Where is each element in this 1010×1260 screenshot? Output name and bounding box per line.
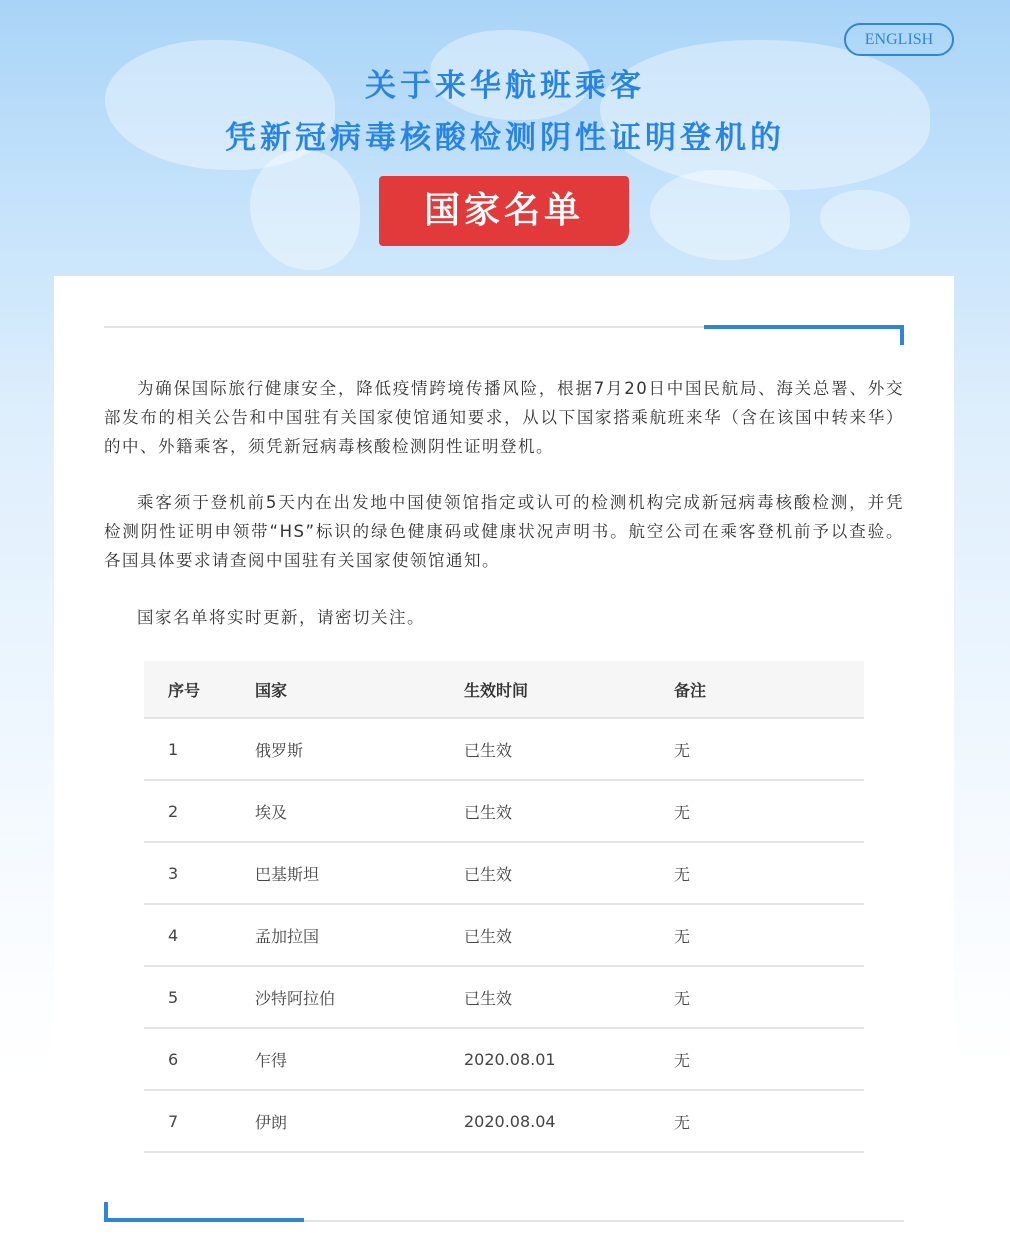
column-header-effective-date: 生效时间 [440, 661, 650, 718]
cell-effective-date: 2020.08.04 [440, 1090, 650, 1152]
table-row [144, 966, 864, 1028]
table-header-row [144, 661, 864, 718]
cell-number: 1 [144, 718, 231, 780]
notice-paragraph-3: 国家名单将实时更新，请密切关注。 [137, 608, 425, 627]
cell-country: 孟加拉国 [231, 904, 440, 966]
cell-number: 6 [144, 1028, 231, 1090]
table-row [144, 1028, 864, 1090]
cell-country: 伊朗 [231, 1090, 440, 1152]
cell-country: 沙特阿拉伯 [231, 966, 440, 1028]
cell-number: 7 [144, 1090, 231, 1152]
cell-effective-date: 已生效 [440, 780, 650, 842]
cell-remarks: 无 [650, 842, 864, 904]
table-row [144, 1090, 864, 1152]
bottom-divider [304, 1220, 904, 1222]
page-subtitle-badge: 国家名单 [379, 176, 629, 246]
english-language-button[interactable]: ENGLISH [844, 23, 954, 56]
cell-effective-date: 已生效 [440, 718, 650, 780]
cell-effective-date: 已生效 [440, 966, 650, 1028]
table-row [144, 718, 864, 780]
cell-number: 3 [144, 842, 231, 904]
bottom-divider-accent [104, 1218, 304, 1222]
cell-country: 巴基斯坦 [231, 842, 440, 904]
table-row [144, 780, 864, 842]
column-header-country: 国家 [231, 661, 440, 718]
content-card [54, 276, 954, 1260]
cell-number: 4 [144, 904, 231, 966]
cell-remarks: 无 [650, 1090, 864, 1152]
cell-country: 埃及 [231, 780, 440, 842]
cell-remarks: 无 [650, 966, 864, 1028]
notice-paragraph-2: 乘客须于登机前5天内在出发地中国使领馆指定或认可的检测机构完成新冠病毒核酸检测，并凭检测阴性证明申领带“HS”标识的绿色健康码或健康状况声明书。航空公司在乘客登机前予以查验。各国具体要求请查阅中国驻有关国家使领馆通知。 [104, 493, 904, 570]
cell-remarks: 无 [650, 904, 864, 966]
cell-number: 5 [144, 966, 231, 1028]
cell-remarks: 无 [650, 780, 864, 842]
table-row [144, 904, 864, 966]
page-title-line-1: 关于来华航班乘客 [365, 68, 645, 104]
cell-effective-date: 已生效 [440, 904, 650, 966]
cell-remarks: 无 [650, 1028, 864, 1090]
cell-country: 乍得 [231, 1028, 440, 1090]
cell-number: 2 [144, 780, 231, 842]
notice-paragraph-1: 为确保国际旅行健康安全，降低疫情跨境传播风险，根据7月20日中国民航局、海关总署、外交部发布的相关公告和中国驻有关国家使馆通知要求，从以下国家搭乘航班来华（含在该国中转来华）的中、外籍乘客，须凭新冠病毒核酸检测阴性证明登机。 [104, 379, 904, 456]
cell-effective-date: 2020.08.01 [440, 1028, 650, 1090]
table-row [144, 842, 864, 904]
country-list-table [144, 661, 864, 1153]
top-divider-accent [704, 325, 904, 329]
top-divider [104, 326, 704, 328]
top-divider-corner [900, 325, 904, 345]
cell-country: 俄罗斯 [231, 718, 440, 780]
world-map-decoration [250, 150, 360, 270]
cell-effective-date: 已生效 [440, 842, 650, 904]
cell-remarks: 无 [650, 718, 864, 780]
column-header-number: 序号 [144, 661, 231, 718]
world-map-decoration [650, 170, 790, 260]
world-map-decoration [820, 190, 910, 250]
page-title-line-2: 凭新冠病毒核酸检测阴性证明登机的 [225, 120, 785, 156]
column-header-remarks: 备注 [650, 661, 864, 718]
